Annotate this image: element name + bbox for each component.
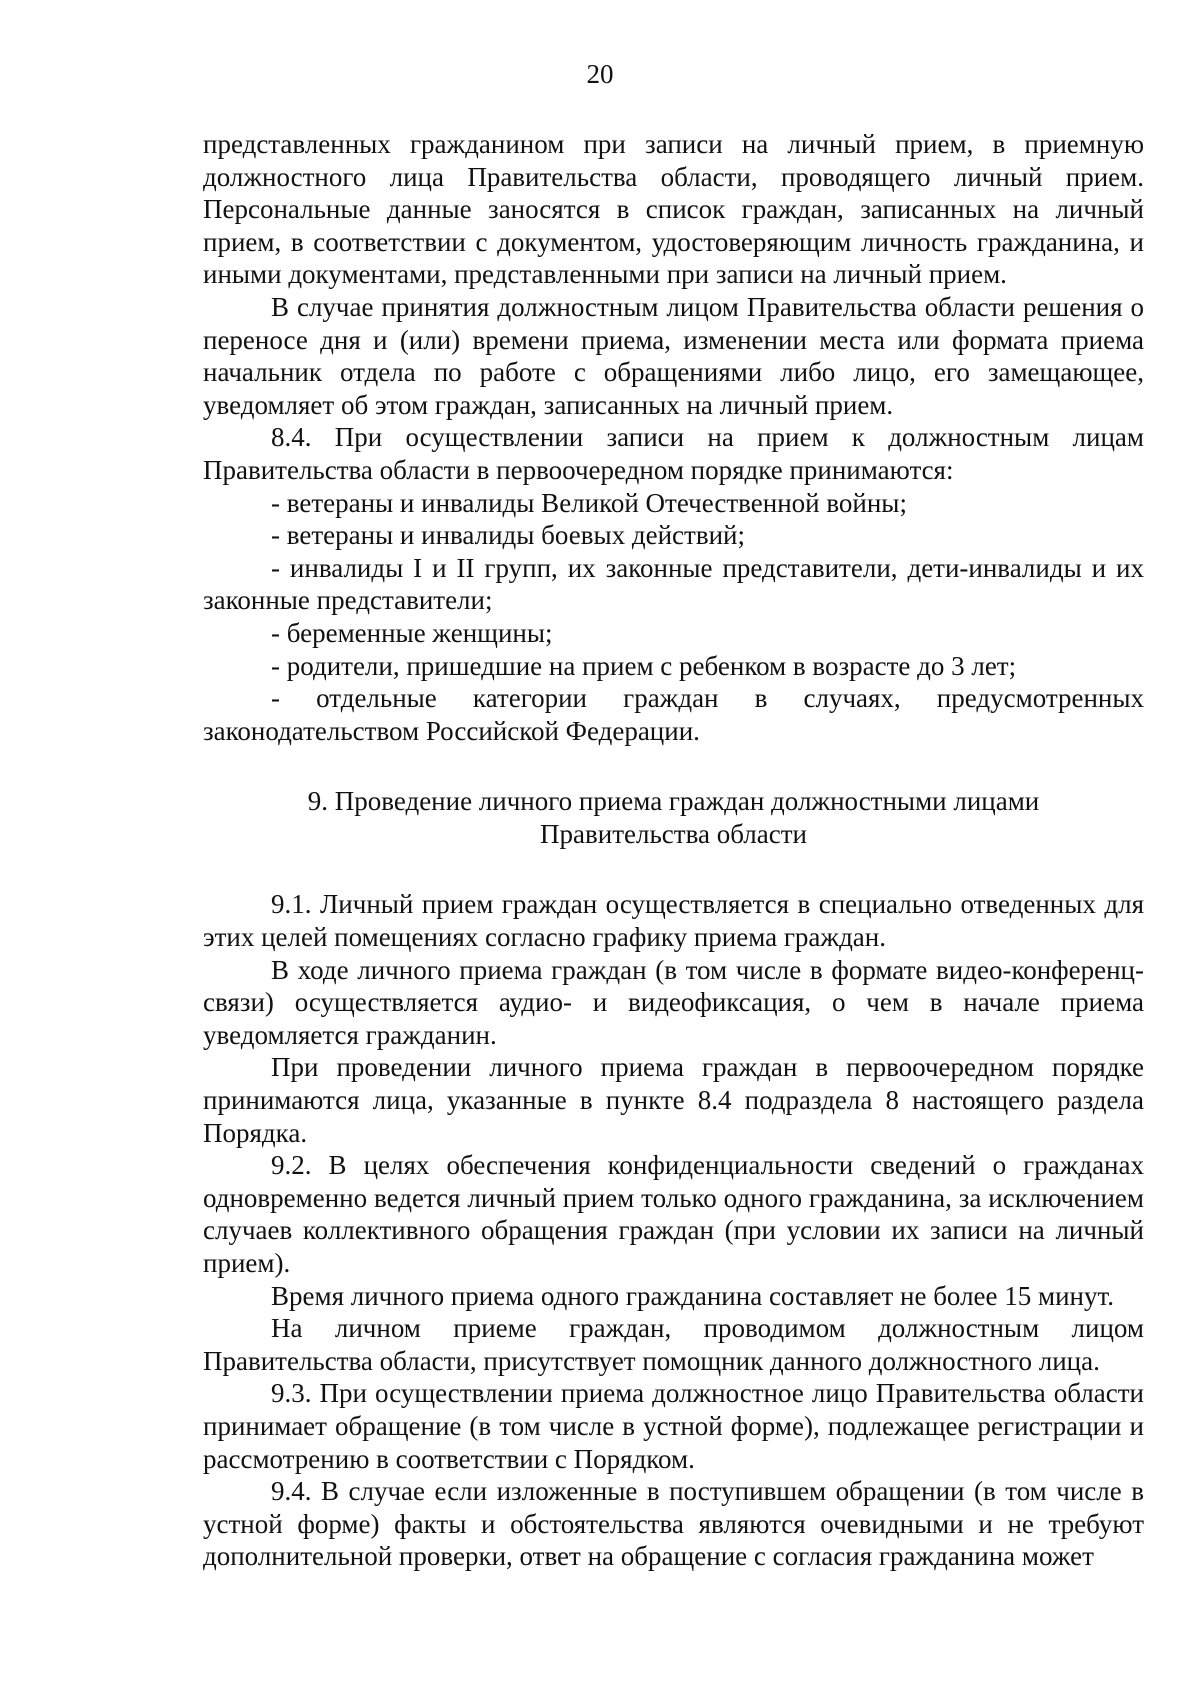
paragraph: представленных гражданином при записи на личный прием, в приемную должностного лица Правительства области, проводящего личный прием. Персональные данные заносятся в список граждан, записанных на личный прием, в соответствии с документом, удостоверяющим личность гражданина, и иными документами, представленными при записи на личный прием. xyxy=(203,129,1144,290)
paragraph: На личном приеме граждан, проводимом должностным лицом Правительства области, присутствует помощник данного должностного лица. xyxy=(203,1313,1144,1376)
list-item: - инвалиды I и II групп, их законные представители, дети-инвалиды и их законные представители; xyxy=(203,552,1144,616)
list-item: - беременные женщины; xyxy=(271,617,553,648)
paragraph-item-9-2: 9.2. В целях обеспечения конфиденциальности сведений о гражданах одновременно ведется личный прием только одного гражданина, за исключением случаев коллективного обращения граждан (при условии их записи на личный прием). xyxy=(203,1150,1144,1278)
document-body xyxy=(203,128,1144,1573)
paragraph: При проведении личного приема граждан в первоочередном порядке принимаются лица, указанные в пункте 8.4 подраздела 8 настоящего раздела Порядка. xyxy=(203,1052,1144,1148)
list-item: - отдельные категории граждан в случаях, предусмотренных законодательством Российской Федерации. xyxy=(203,683,1144,746)
paragraph: Время личного приема одного гражданина составляет не более 15 минут. xyxy=(271,1280,1115,1311)
section-heading xyxy=(203,785,1144,850)
paragraph: В ходе личного приема граждан (в том числе в формате видео-конференц-связи) осуществляется аудио- и видеофиксация, о чем в начале приема уведомляется гражданин. xyxy=(203,954,1144,1050)
section-heading-line-1: 9. Проведение личного приема граждан должностными лицами xyxy=(307,786,1040,817)
list-item: - ветераны и инвалиды боевых действий; xyxy=(271,520,745,551)
paragraph-item-9-4: 9.4. В случае если изложенные в поступившем обращении (в том числе в устной форме) факты и обстоятельства являются очевидными и не требуют дополнительной проверки, ответ на обращение с согласия гражданина может xyxy=(203,1476,1144,1572)
paragraph-item-9-1: 9.1. Личный прием граждан осуществляется в специально отведенных для этих целей помещениях согласно графику приема граждан. xyxy=(203,889,1144,953)
page-number: 20 xyxy=(586,59,614,89)
section-heading-line-2: Правительства области xyxy=(540,818,807,849)
paragraph-item-9-3: 9.3. При осуществлении приема должностное лицо Правительства области принимает обращение (в том числе в устной форме), подлежащее регистрации и рассмотрению в соответствии с Порядком. xyxy=(203,1378,1144,1474)
list-item: - родители, пришедшие на прием с ребенком в возрасте до 3 лет; xyxy=(271,650,1017,681)
paragraph: В случае принятия должностным лицом Правительства области решения о переносе дня и (или) времени приема, изменении места или формата приема начальник отдела по работе с обращениями либо лицо, его замещающее, уведомляет об этом граждан, записанных на личный прием. xyxy=(203,291,1144,420)
list-item: - ветераны и инвалиды Великой Отечественной войны; xyxy=(271,487,907,518)
paragraph-item-8-4: 8.4. При осуществлении записи на прием к должностным лицам Правительства области в первоочередном порядке принимаются: xyxy=(203,422,1144,485)
